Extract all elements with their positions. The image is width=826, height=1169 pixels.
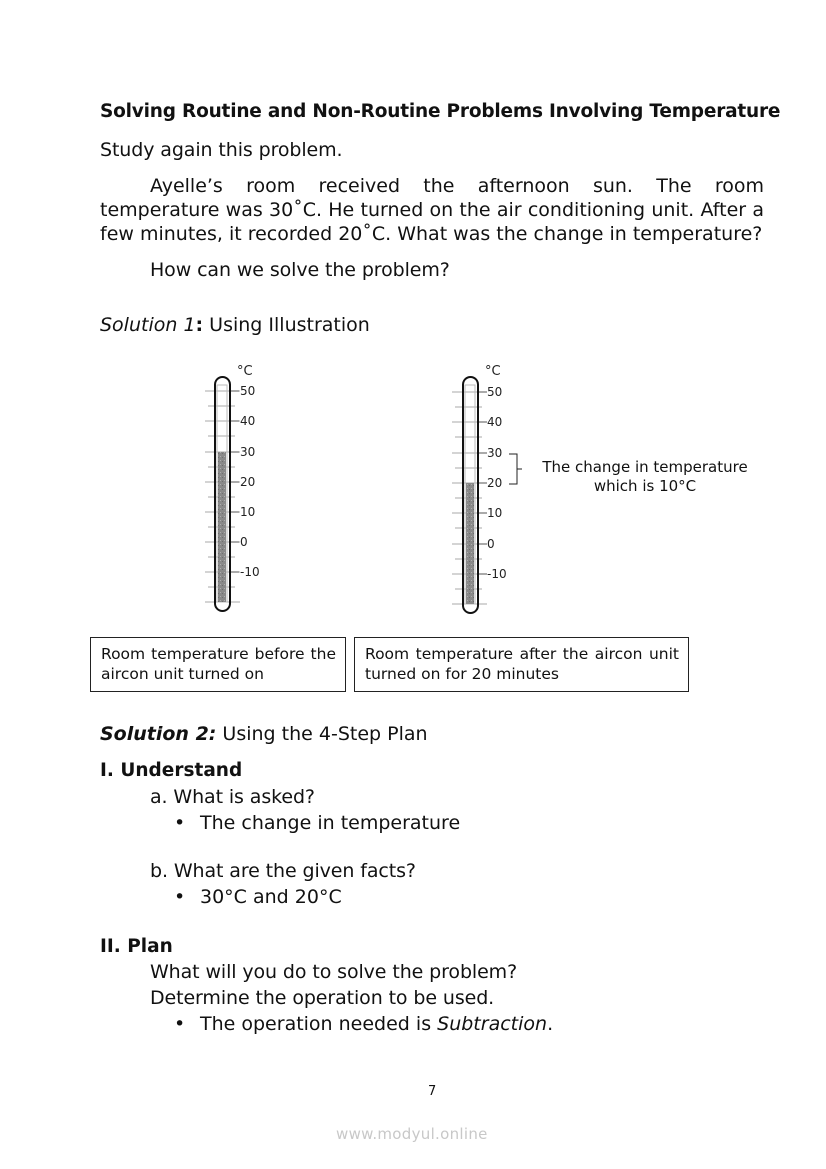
tick-label: 10 (240, 505, 256, 519)
bullet-icon: • (174, 812, 186, 834)
solution2-label: Solution 2: (100, 723, 217, 745)
intro-text: Study again this problem. (100, 139, 343, 161)
list-item (174, 886, 342, 908)
step2-line2: Determine the operation to be used. (150, 987, 495, 1009)
bullet-icon: • (174, 1013, 186, 1035)
problem-text: Ayelle’s room received the afternoon sun. The room temperature was 30˚C. He turned on the air conditioning unit. After a few minutes, it recorded 20˚C. What was the change in temperature? (100, 175, 764, 245)
caption-before-box: Room temperature before the aircon unit turned on (90, 637, 346, 692)
thermo-left-unit: °C (237, 364, 253, 379)
tick-label: 10 (487, 506, 503, 520)
solution1-text: Using Illustration (203, 314, 370, 336)
bullet-text: The change in temperature (200, 812, 461, 834)
tick-label: 30 (487, 446, 503, 460)
tick-label: 0 (487, 537, 495, 551)
step2-line1: What will you do to solve the problem? (150, 961, 518, 983)
tick-label: 40 (487, 415, 503, 429)
watermark: www.modyul.online (336, 1125, 488, 1143)
solution2-text: Using the 4-Step Plan (216, 723, 428, 745)
tick-label: 40 (240, 414, 256, 428)
tick-label: 50 (240, 384, 256, 398)
brace-icon (509, 454, 522, 484)
tick-label: 20 (240, 475, 256, 489)
bullet-text: The operation needed is (200, 1013, 438, 1035)
change-annotation (540, 458, 750, 496)
bullet-suffix: . (547, 1013, 554, 1035)
page-title: Solving Routine and Non-Routine Problems Involving Temperature (100, 101, 781, 122)
tick-label: 0 (240, 535, 248, 549)
list-item (174, 812, 460, 834)
tick-label: -10 (487, 567, 507, 581)
bullet-emphasis: Subtraction (437, 1013, 548, 1035)
thermo-right-unit: °C (485, 364, 501, 379)
question-text: How can we solve the problem? (150, 259, 450, 281)
bullet-text: 30°C and 20°C (200, 886, 342, 908)
step1-question-a: a. What is asked? (150, 786, 315, 808)
caption-after-box: Room temperature after the aircon unit turned on for 20 minutes (354, 637, 689, 692)
step2-heading: II. Plan (100, 936, 173, 957)
solution2-heading (100, 723, 428, 745)
tick-label: 30 (240, 445, 256, 459)
page-number: 7 (428, 1084, 437, 1099)
problem-paragraph (100, 174, 764, 246)
solution1-heading (100, 314, 370, 336)
tick-label: 20 (487, 476, 503, 490)
step1-question-b: b. What are the given facts? (150, 860, 416, 882)
thermometer-after-icon (442, 355, 532, 615)
thermometer-before-icon (195, 355, 285, 615)
annotation-line2: which is 10°C (593, 477, 697, 495)
step1-heading: I. Understand (100, 760, 243, 781)
annotation-line1: The change in temperature (542, 458, 748, 476)
solution1-label: Solution 1 (100, 314, 196, 336)
bullet-icon: • (174, 886, 186, 908)
list-item (174, 1013, 553, 1035)
solution1-colon: : (195, 314, 204, 336)
tick-label: -10 (240, 565, 260, 579)
tick-label: 50 (487, 385, 503, 399)
